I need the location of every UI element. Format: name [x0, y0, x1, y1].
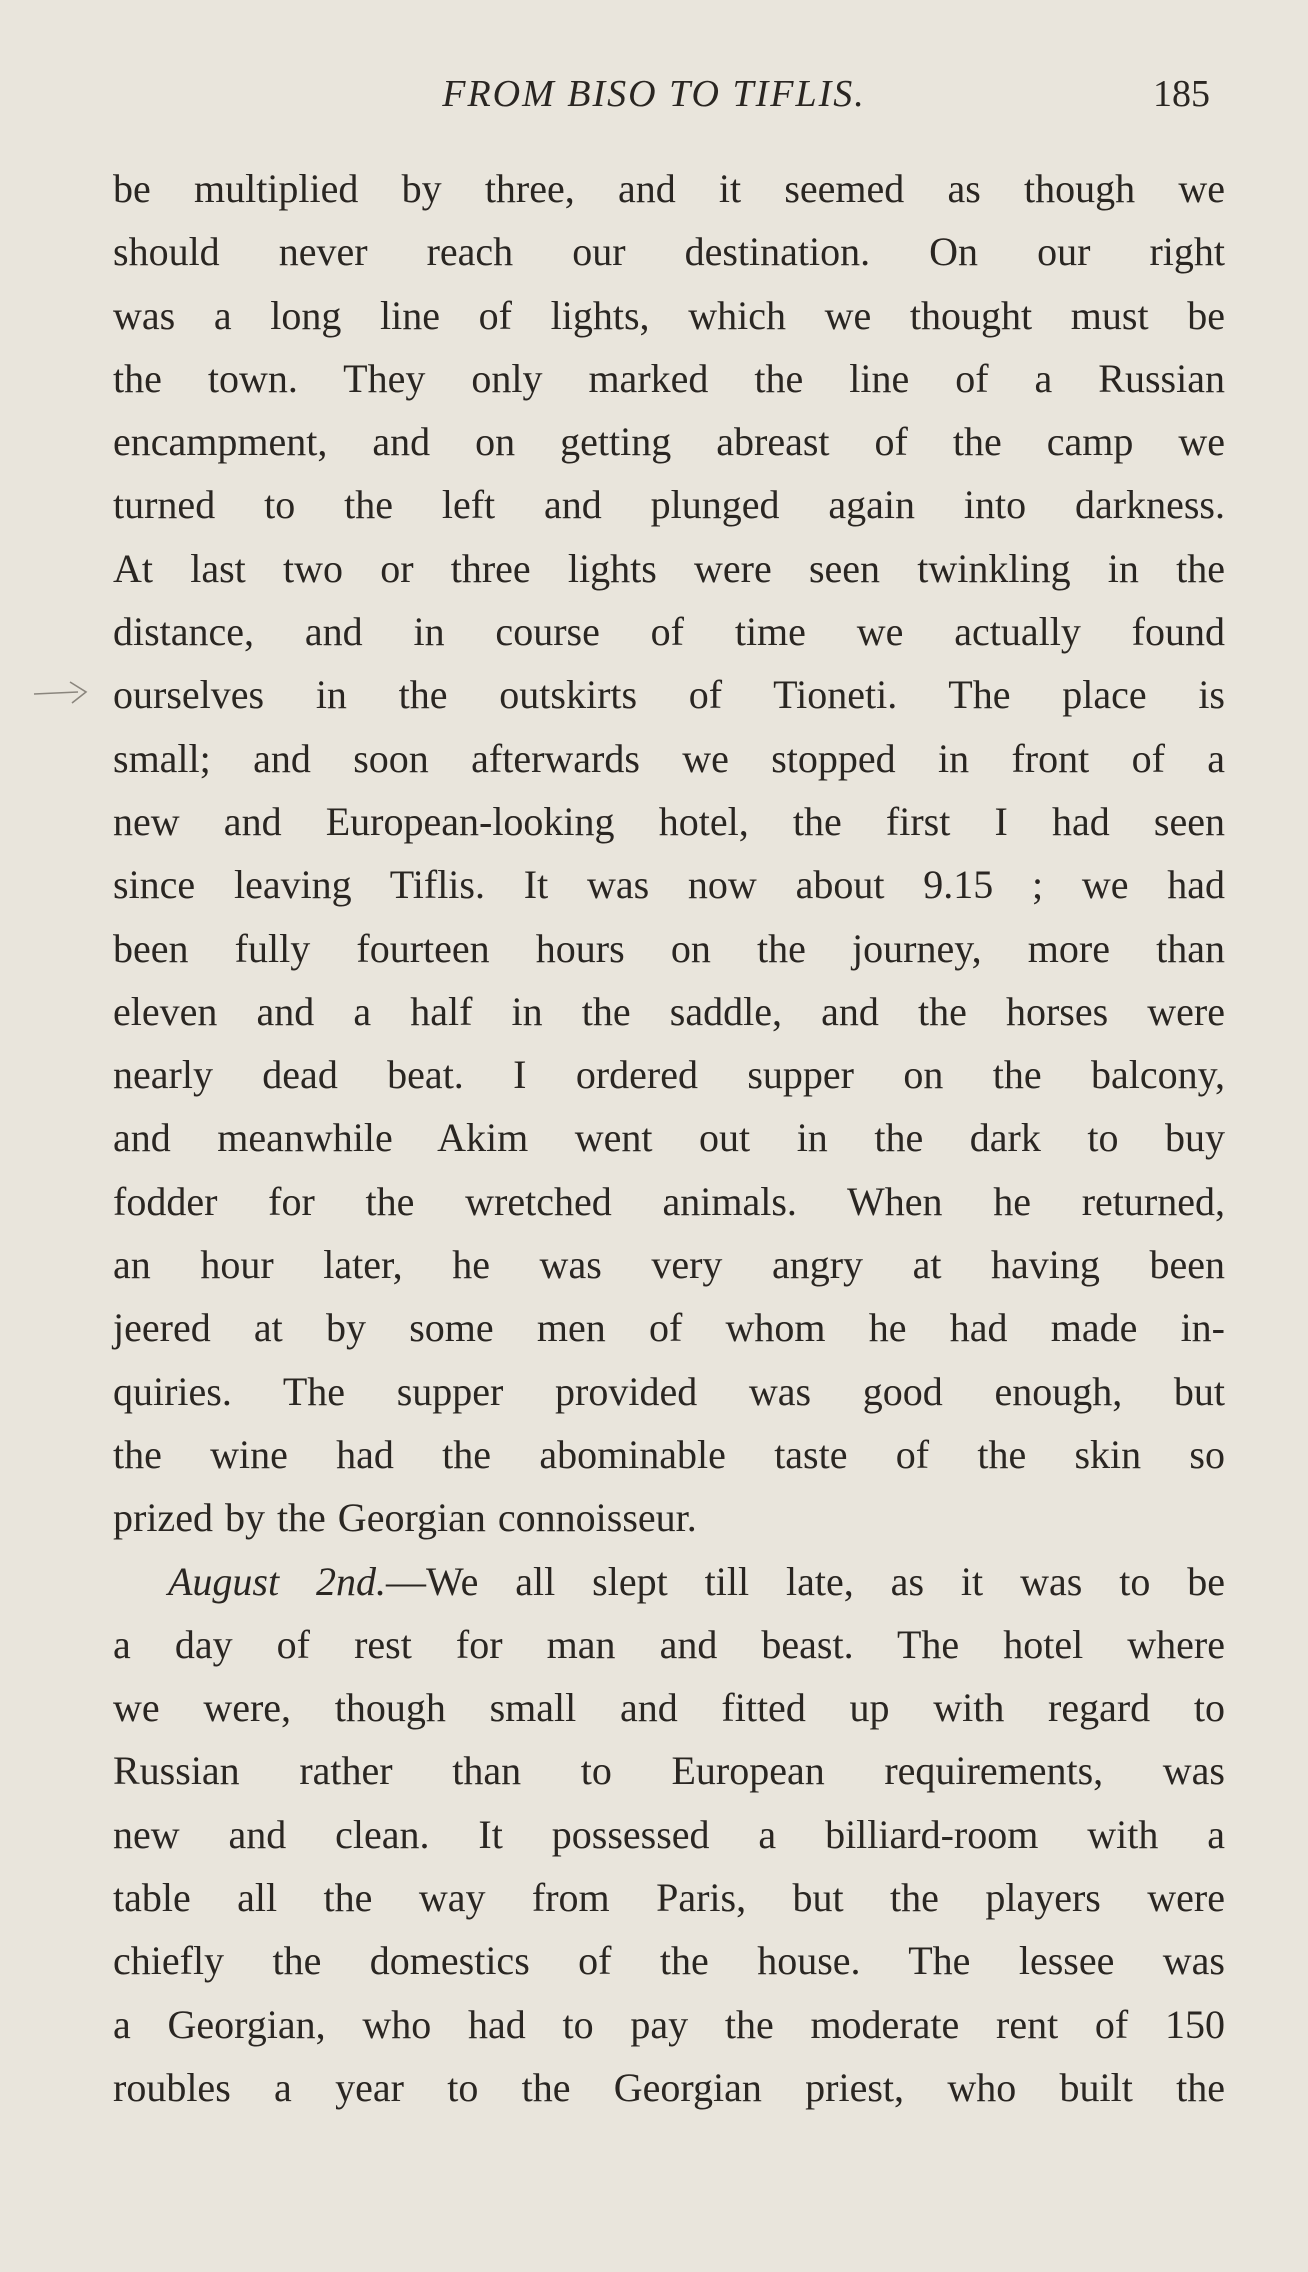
- text-line: the wine had the abominable taste of the skin so: [113, 1431, 1225, 1477]
- text-line: we were, though small and fitted up with regard to: [113, 1685, 1225, 1731]
- text-line: since leaving Tiflis. It was now about 9.15 ; we had: [113, 862, 1225, 908]
- entry-date: August 2nd.: [168, 1558, 387, 1604]
- text-line: chiefly the domestics of the house. The lessee was: [113, 1938, 1225, 1984]
- pencil-arrow-icon: [30, 677, 100, 707]
- text-line: should never reach our destination. On our right: [113, 229, 1225, 275]
- text-line: an hour later, he was very angry at having been: [113, 1242, 1225, 1288]
- text-line: been fully fourteen hours on the journey, more than: [113, 925, 1225, 971]
- text-line: was a long line of lights, which we thought must be: [113, 292, 1225, 338]
- text-line: encampment, and on getting abreast of the camp we: [113, 419, 1225, 465]
- text-line: table all the way from Paris, but the players were: [113, 1875, 1225, 1921]
- text-line: eleven and a half in the saddle, and the horses were: [113, 988, 1225, 1034]
- text-line: distance, and in course of time we actually found: [113, 609, 1225, 655]
- paragraph-last-line: prized by the Georgian connoisseur.: [113, 1495, 697, 1541]
- text-line: jeered at by some men of whom he had made in-: [113, 1305, 1225, 1351]
- text-line: small; and soon afterwards we stopped in front of a: [113, 735, 1225, 781]
- text-line: a day of rest for man and beast. The hotel where: [113, 1621, 1225, 1667]
- text-line: be multiplied by three, and it seemed as though we: [113, 166, 1225, 211]
- running-title: FROM BISO TO TIFLIS.: [442, 73, 866, 115]
- text-line: and meanwhile Akim went out in the dark to buy: [113, 1115, 1225, 1161]
- body-text: [113, 157, 1225, 2119]
- text-line: quiries. The supper provided was good enough, but: [113, 1368, 1225, 1414]
- text-line: new and European-looking hotel, the first I had seen: [113, 798, 1225, 844]
- text-line: At last two or three lights were seen twinkling in the: [113, 545, 1225, 591]
- text-line: fodder for the wretched animals. When he returned,: [113, 1178, 1225, 1224]
- diary-entry-first-line: [113, 1550, 1225, 1613]
- entry-first-line-text: —We all slept till late, as it was to be: [386, 1558, 1225, 1604]
- text-line: ourselves in the outskirts of Tioneti. The place is: [113, 672, 1225, 718]
- text-line: Russian rather than to European requirements, was: [113, 1748, 1225, 1794]
- text-line: turned to the left and plunged again into darkness.: [113, 482, 1225, 528]
- text-line: new and clean. It possessed a billiard-room with a: [113, 1811, 1225, 1857]
- page-number: 185: [1153, 73, 1210, 115]
- running-head: [0, 72, 1308, 122]
- text-line: roubles a year to the Georgian priest, who built the: [113, 2064, 1225, 2110]
- text-line: nearly dead beat. I ordered supper on the balcony,: [113, 1052, 1225, 1098]
- text-line: a Georgian, who had to pay the moderate rent of 150: [113, 2001, 1225, 2047]
- text-line: the town. They only marked the line of a Russian: [113, 355, 1225, 401]
